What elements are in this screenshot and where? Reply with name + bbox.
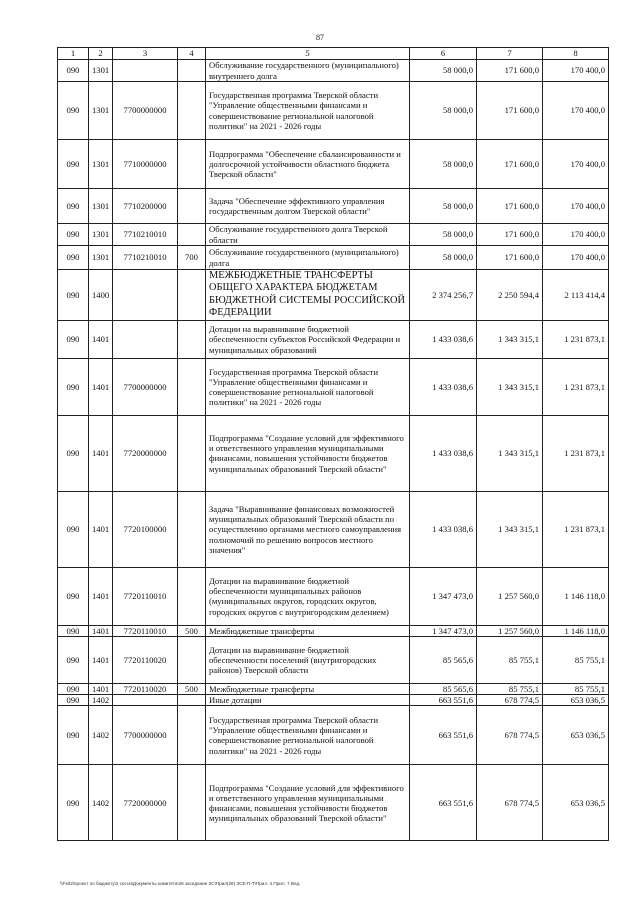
section-code-cell: 1402 [89,695,113,706]
item-name-cell: МЕЖБЮДЖЕТНЫЕ ТРАНСФЕРТЫ ОБЩЕГО ХАРАКТЕРА БЮДЖЕТАМ БЮДЖЕТНОЙ СИСТЕМЫ РОССИЙСКОЙ ФЕДЕРАЦИИ [206,270,410,321]
amount-year2-cell: 171 600,0 [477,140,543,189]
target-article-cell: 7720000000 [113,415,178,491]
section-code-cell: 1401 [89,567,113,625]
ministry-code-cell: 090 [58,320,89,358]
target-article-cell: 7720110020 [113,684,178,695]
target-article-cell: 7710210010 [113,224,178,246]
amount-year1-cell: 58 000,0 [410,60,477,82]
target-article-cell: 7700000000 [113,82,178,140]
expense-type-cell [178,491,206,567]
amount-year1-cell: 58 000,0 [410,82,477,140]
item-name-cell: Задача "Выравнивание финансовых возможностей муниципальных образований Тверской области по осуществлению органами местного самоуправления полномочий по решению вопросов местного значения" [206,491,410,567]
expense-type-cell [178,189,206,224]
ministry-code-cell: 090 [58,60,89,82]
amount-year1-cell: 1 433 038,6 [410,358,477,415]
section-code-cell: 1301 [89,224,113,246]
target-article-cell: 7710000000 [113,140,178,189]
table-row [58,270,609,321]
amount-year2-cell: 678 774,5 [477,706,543,765]
expense-type-cell [178,695,206,706]
table-row [58,637,609,684]
amount-year3-cell: 170 400,0 [543,82,609,140]
budget-table [57,47,609,841]
section-code-cell: 1301 [89,189,113,224]
ministry-code-cell: 090 [58,415,89,491]
target-article-cell: 7720100000 [113,491,178,567]
ministry-code-cell: 090 [58,358,89,415]
expense-type-cell [178,60,206,82]
amount-year2-cell: 1 343 315,1 [477,358,543,415]
amount-year3-cell: 653 036,5 [543,706,609,765]
table-row [58,765,609,841]
amount-year2-cell: 1 343 315,1 [477,320,543,358]
amount-year3-cell: 170 400,0 [543,189,609,224]
target-article-cell [113,320,178,358]
item-name-cell: Подпрограмма "Создание условий для эффективного и ответственного управления муниципальными финансами, повышения устойчивости бюджетов муниципальных образований Тверской области" [206,765,410,841]
item-name-cell: Обслуживание государственного (муниципального) долга [206,246,410,270]
file-path-footer: \\Fs02\проект по бюджету\2 сесси\Документы комитета\28 заседание ЗС\Прил(28) ЗСЕ-П-Т\Прил. 4 Прил. 7 Вед. [60,881,301,886]
section-code-cell: 1401 [89,415,113,491]
expense-type-cell [178,270,206,321]
expense-type-cell [178,765,206,841]
amount-year2-cell: 1 257 560,0 [477,625,543,636]
amount-year2-cell: 678 774,5 [477,695,543,706]
amount-year1-cell: 1 347 473,0 [410,567,477,625]
section-code-cell: 1301 [89,60,113,82]
amount-year3-cell: 1 146 118,0 [543,567,609,625]
amount-year3-cell: 653 036,5 [543,695,609,706]
table-row [58,320,609,358]
amount-year3-cell: 170 400,0 [543,140,609,189]
column-header: 7 [477,48,543,60]
target-article-cell: 7720000000 [113,765,178,841]
amount-year3-cell: 1 146 118,0 [543,625,609,636]
amount-year1-cell: 1 347 473,0 [410,625,477,636]
item-name-cell: Дотации на выравнивание бюджетной обеспеченности субъектов Российской Федерации и муниципальных образований [206,320,410,358]
amount-year1-cell: 58 000,0 [410,224,477,246]
amount-year3-cell: 1 231 873,1 [543,358,609,415]
amount-year3-cell: 1 231 873,1 [543,320,609,358]
section-code-cell: 1401 [89,637,113,684]
expense-type-cell: 500 [178,625,206,636]
item-name-cell: Межбюджетные трансферты [206,684,410,695]
amount-year1-cell: 85 565,6 [410,684,477,695]
target-article-cell: 7710210010 [113,246,178,270]
ministry-code-cell: 090 [58,706,89,765]
amount-year3-cell: 170 400,0 [543,246,609,270]
item-name-cell: Обслуживание государственного (муниципального) внутреннего долга [206,60,410,82]
amount-year1-cell: 663 551,6 [410,765,477,841]
item-name-cell: Подпрограмма "Обеспечение сбалансированности и долгосрочной устойчивости областного бюджета Тверской области" [206,140,410,189]
amount-year2-cell: 1 343 315,1 [477,491,543,567]
table-row [58,567,609,625]
table-row [58,706,609,765]
section-code-cell: 1401 [89,320,113,358]
ministry-code-cell: 090 [58,140,89,189]
section-code-cell: 1301 [89,140,113,189]
section-code-cell: 1301 [89,246,113,270]
amount-year2-cell: 2 250 594,4 [477,270,543,321]
section-code-cell: 1401 [89,491,113,567]
table-body [58,60,609,841]
amount-year2-cell: 85 755,1 [477,637,543,684]
item-name-cell: Государственная программа Тверской области "Управление общественными финансами и совершенствование региональной налоговой политики" на 2021 - 2026 годы [206,358,410,415]
amount-year3-cell: 170 400,0 [543,224,609,246]
table-row [58,695,609,706]
section-code-cell: 1400 [89,270,113,321]
section-code-cell: 1401 [89,358,113,415]
ministry-code-cell: 090 [58,270,89,321]
target-article-cell: 7700000000 [113,706,178,765]
expense-type-cell [178,320,206,358]
amount-year3-cell: 85 755,1 [543,684,609,695]
amount-year3-cell: 85 755,1 [543,637,609,684]
expense-type-cell: 700 [178,246,206,270]
amount-year3-cell: 1 231 873,1 [543,415,609,491]
amount-year2-cell: 678 774,5 [477,765,543,841]
table-row [58,358,609,415]
table-row [58,684,609,695]
expense-type-cell [178,415,206,491]
amount-year1-cell: 663 551,6 [410,706,477,765]
table-row [58,491,609,567]
section-code-cell: 1301 [89,82,113,140]
amount-year2-cell: 171 600,0 [477,246,543,270]
table-row [58,82,609,140]
ministry-code-cell: 090 [58,189,89,224]
ministry-code-cell: 090 [58,695,89,706]
item-name-cell: Дотации на выравнивание бюджетной обеспеченности муниципальных районов (муниципальных округов, городских округов, городских округов с внутригородским делением) [206,567,410,625]
column-header: 1 [58,48,89,60]
item-name-cell: Межбюджетные трансферты [206,625,410,636]
amount-year2-cell: 1 257 560,0 [477,567,543,625]
ministry-code-cell: 090 [58,625,89,636]
amount-year2-cell: 171 600,0 [477,224,543,246]
ministry-code-cell: 090 [58,567,89,625]
column-header: 2 [89,48,113,60]
table-row [58,224,609,246]
column-header: 3 [113,48,178,60]
amount-year1-cell: 663 551,6 [410,695,477,706]
item-name-cell: Государственная программа Тверской области "Управление общественными финансами и совершенствование региональной налоговой политики" на 2021 - 2026 годы [206,82,410,140]
item-name-cell: Иные дотации [206,695,410,706]
amount-year1-cell: 1 433 038,6 [410,491,477,567]
expense-type-cell: 500 [178,684,206,695]
item-name-cell: Обслуживание государственного долга Тверской области [206,224,410,246]
ministry-code-cell: 090 [58,491,89,567]
expense-type-cell [178,567,206,625]
table-row [58,246,609,270]
amount-year2-cell: 85 755,1 [477,684,543,695]
column-header: 4 [178,48,206,60]
page-number: 87 [316,33,324,42]
amount-year1-cell: 1 433 038,6 [410,320,477,358]
target-article-cell [113,60,178,82]
amount-year2-cell: 171 600,0 [477,189,543,224]
expense-type-cell [178,637,206,684]
ministry-code-cell: 090 [58,765,89,841]
ministry-code-cell: 090 [58,82,89,140]
amount-year3-cell: 2 113 414,4 [543,270,609,321]
section-code-cell: 1401 [89,684,113,695]
section-code-cell: 1401 [89,625,113,636]
section-code-cell: 1402 [89,765,113,841]
amount-year1-cell: 58 000,0 [410,140,477,189]
expense-type-cell [178,224,206,246]
item-name-cell: Задача "Обеспечение эффективного управления государственным долгом Тверской области" [206,189,410,224]
expense-type-cell [178,358,206,415]
header-row [58,48,609,60]
amount-year2-cell: 1 343 315,1 [477,415,543,491]
table-row [58,415,609,491]
table-row [58,140,609,189]
item-name-cell: Подпрограмма "Создание условий для эффективного и ответственного управления муниципальными финансами, повышения устойчивости бюджетов муниципальных образований Тверской области" [206,415,410,491]
target-article-cell: 7720110010 [113,567,178,625]
ministry-code-cell: 090 [58,684,89,695]
expense-type-cell [178,82,206,140]
item-name-cell: Дотации на выравнивание бюджетной обеспеченности поселений (внутригородских районов) Тверской области [206,637,410,684]
ministry-code-cell: 090 [58,246,89,270]
section-code-cell: 1402 [89,706,113,765]
column-header: 6 [410,48,477,60]
amount-year2-cell: 171 600,0 [477,82,543,140]
amount-year3-cell: 653 036,5 [543,765,609,841]
ministry-code-cell: 090 [58,224,89,246]
table-row [58,60,609,82]
expense-type-cell [178,706,206,765]
column-header: 5 [206,48,410,60]
column-header: 8 [543,48,609,60]
amount-year2-cell: 171 600,0 [477,60,543,82]
target-article-cell [113,695,178,706]
ministry-code-cell: 090 [58,637,89,684]
table-row [58,189,609,224]
amount-year1-cell: 85 565,6 [410,637,477,684]
expense-type-cell [178,140,206,189]
amount-year3-cell: 1 231 873,1 [543,491,609,567]
item-name-cell: Государственная программа Тверской области "Управление общественными финансами и совершенствование региональной налоговой политики" на 2021 - 2026 годы [206,706,410,765]
amount-year1-cell: 58 000,0 [410,246,477,270]
amount-year1-cell: 58 000,0 [410,189,477,224]
amount-year3-cell: 170 400,0 [543,60,609,82]
table-row [58,625,609,636]
amount-year1-cell: 1 433 038,6 [410,415,477,491]
target-article-cell [113,270,178,321]
target-article-cell: 7720110010 [113,625,178,636]
target-article-cell: 7700000000 [113,358,178,415]
target-article-cell: 7720110020 [113,637,178,684]
target-article-cell: 7710200000 [113,189,178,224]
amount-year1-cell: 2 374 256,7 [410,270,477,321]
